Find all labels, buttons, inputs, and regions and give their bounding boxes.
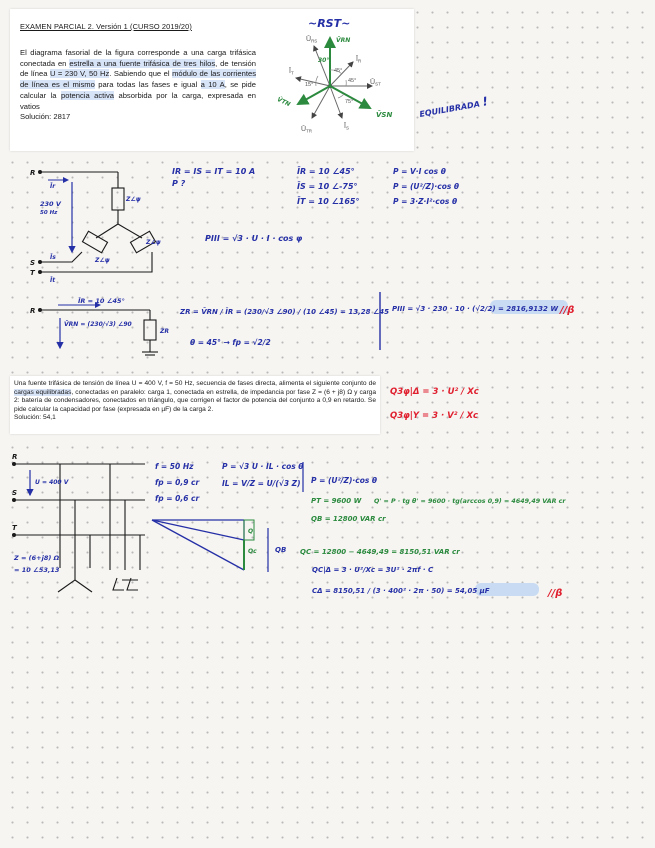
z-r-resistor	[112, 188, 124, 210]
eq-fp: fp = 0,9 cr	[155, 478, 200, 487]
freq-label: 50 Hz	[40, 210, 58, 216]
z-calc: ZR = V̄RN / ĪR = (230/√3 ∠90) / (10 ∠45) = 13,28 ∠45	[180, 308, 389, 316]
v-rn-label: V̄RN	[336, 37, 351, 44]
mono-z: ZR	[160, 328, 169, 335]
q-star-note: Q3φ|Y = 3 · V² / Xc	[390, 411, 479, 421]
power-triangle	[152, 520, 286, 572]
arc-75	[338, 94, 344, 98]
problem1-solution: Solución: 2817	[20, 112, 71, 122]
single-phase-labels	[30, 292, 574, 350]
solution2-equations	[155, 462, 566, 523]
i-s-label: $Ī_S$	[344, 123, 349, 131]
phasor-diagram	[276, 17, 489, 134]
ir-arrow-label: Īr	[50, 183, 56, 190]
solution1-equations	[172, 166, 459, 243]
node-t: T	[30, 269, 35, 277]
qc-calc: QC = 12800 − 4649,49 = 8150,51 VAR cr	[300, 548, 460, 556]
mono-vrn: V̄RN = (230/√3) ∠90	[64, 321, 132, 328]
svg-text:R: R	[30, 307, 36, 315]
eq-it: ĪT = 10 ∠165°	[297, 197, 360, 206]
v-tn-label: V̄TN	[275, 96, 292, 109]
eq-p-question: P ?	[172, 179, 186, 188]
end-mark-2: //β	[548, 588, 563, 599]
eq-il-formula: IL = V/Z = U/(√3 Z)	[222, 479, 301, 488]
theta-fp: θ = 45° → fp = √2/2	[190, 338, 271, 347]
problem2-solution: Solución: 54,1	[14, 414, 56, 421]
eq-currents: IR = IS = IT = 10 A	[172, 167, 256, 176]
red-notes	[390, 387, 479, 421]
z-s-resistor	[82, 231, 107, 252]
angle-45a: 45°	[334, 68, 343, 74]
eq-f: f = 50 Hz	[155, 462, 194, 471]
eq-is: ĪS = 10 ∠-75°	[297, 182, 358, 191]
angle-45b: 45°	[348, 78, 357, 84]
zr-resistor	[144, 320, 156, 340]
u-rs-label: $Ū_{RS}$	[306, 36, 318, 44]
problem1-statement: El diagrama fasorial de la figura corresponde a una carga trifásica conectada en estrella a una fuente trifásica de tres hilos, de tensión de línea U = 230 V, 50 Hz. Sabiendo que el módulo de las corrientes de línea es el mismo para todas las fases e igual a 10 A, se pide calcular la potencia activa absorbida por la carga, expresada en vatios Solución: 2817	[20, 48, 257, 122]
p-result: PIII = √3 · 230 · 10 · (√2/2) = 2816,9132 W	[392, 305, 559, 313]
is-arrow-label: Īs	[50, 254, 56, 261]
u-st-label: $Ū_{ST}$	[370, 79, 381, 87]
node-s2: S	[12, 489, 18, 497]
mono-ir: ĪR = 10 ∠45°	[78, 297, 125, 305]
z3-label: Z∠ψ	[146, 239, 161, 246]
v-sn-label: V̄SN	[376, 111, 393, 119]
q-delta-note: Q3φ|Δ = 3 · U² / Xc	[390, 387, 479, 397]
u-400-label: U = 400 V	[35, 479, 69, 486]
angle-15: 15°	[305, 82, 314, 88]
it-arrow-label: Īt	[50, 277, 56, 284]
z-load-label: Z = (6+j8) Ω	[14, 554, 60, 562]
volt-label: 230 V	[40, 200, 61, 208]
arc-15	[316, 76, 318, 86]
node-r: R	[30, 169, 36, 177]
solution2-results	[300, 548, 562, 599]
problem2-statement: Una fuente trifásica de tensión de línea U = 400 V, f = 50 Hz, secuencia de fases directa, alimenta el siguiente conjunto de cargas equilibradas, conectadas en paralelo: carga 1, conectada en estrella, de impedancia por fase Z = (6 + j8) Ω y carga 2: batería de condensadores, conectados en triángulo, que corrigen el factor de potencia del conjunto a 0,9 en retardo. Se pide calcular la capacidad por fase (expresada en µF) de la carga 2. Solución: 54,1	[14, 380, 377, 421]
z-polar-label: = 10 ∠53,13	[14, 566, 60, 574]
node-r2: R	[12, 453, 18, 461]
eq-fp2: fp = 0,6 cr	[155, 494, 200, 503]
i-t-label: $Ī_T$	[289, 68, 294, 76]
eq-q-prime: Q' = P · tg θ' = 9600 · tg(arccos 0,9) = 4649,49 VAR cr	[374, 498, 566, 505]
eq-p-formula: P = √3 U · IL · cos θ	[222, 462, 304, 471]
eq-p2: P = (U²/Z)·cos θ	[393, 182, 460, 191]
end-mark-1: //β	[560, 305, 575, 316]
problem1-title: EXAMEN PARCIAL 2. Versión 1 (CURSO 2019/20)	[20, 22, 192, 31]
z1-label: Z∠ψ	[126, 196, 141, 203]
equilibrada-tag: EQUILIBRADA!	[418, 94, 490, 119]
u-tr-label: $Ū_{TR}$	[301, 126, 313, 134]
eq-qb: QB = 12800 VAR cr	[311, 515, 386, 523]
qc-label: Qc	[248, 548, 257, 555]
eq-p3: P = 3·Z·I²·cos θ	[393, 197, 458, 206]
eq-piii: PIII = √3 · U · I · cos φ	[205, 234, 303, 243]
qb-side-label: QB	[275, 546, 287, 554]
phasor-title: ~RST~	[308, 17, 351, 30]
angle-75: 75°	[345, 99, 354, 105]
parallel-loads-labels	[12, 453, 70, 574]
node-s: S	[30, 259, 36, 267]
eq-ir: ĪR = 10 ∠45°	[297, 167, 355, 176]
q-prime-label: Q'	[248, 528, 255, 535]
eq-pt: PT = 9600 W	[311, 497, 362, 505]
angle-30: 30°	[318, 57, 330, 64]
eq-p1: P = V·I cos θ	[393, 167, 446, 176]
c-result: CΔ = 8150,51 / (3 · 400² · 2π · 50) = 54,05 µF	[312, 587, 490, 595]
i-r-label: $Ī_R$	[356, 56, 362, 64]
node-t2: T	[12, 524, 17, 532]
single-phase-circuit	[40, 305, 158, 355]
z2-label: Z∠ψ	[95, 257, 110, 264]
eq-p-formula2: P = (U²/Z)·cos θ	[311, 476, 378, 485]
star-circuit-labels	[30, 169, 161, 284]
qc-delta: QC|Δ = 3 · U²/Xc = 3U² · 2πf · C	[312, 566, 434, 574]
